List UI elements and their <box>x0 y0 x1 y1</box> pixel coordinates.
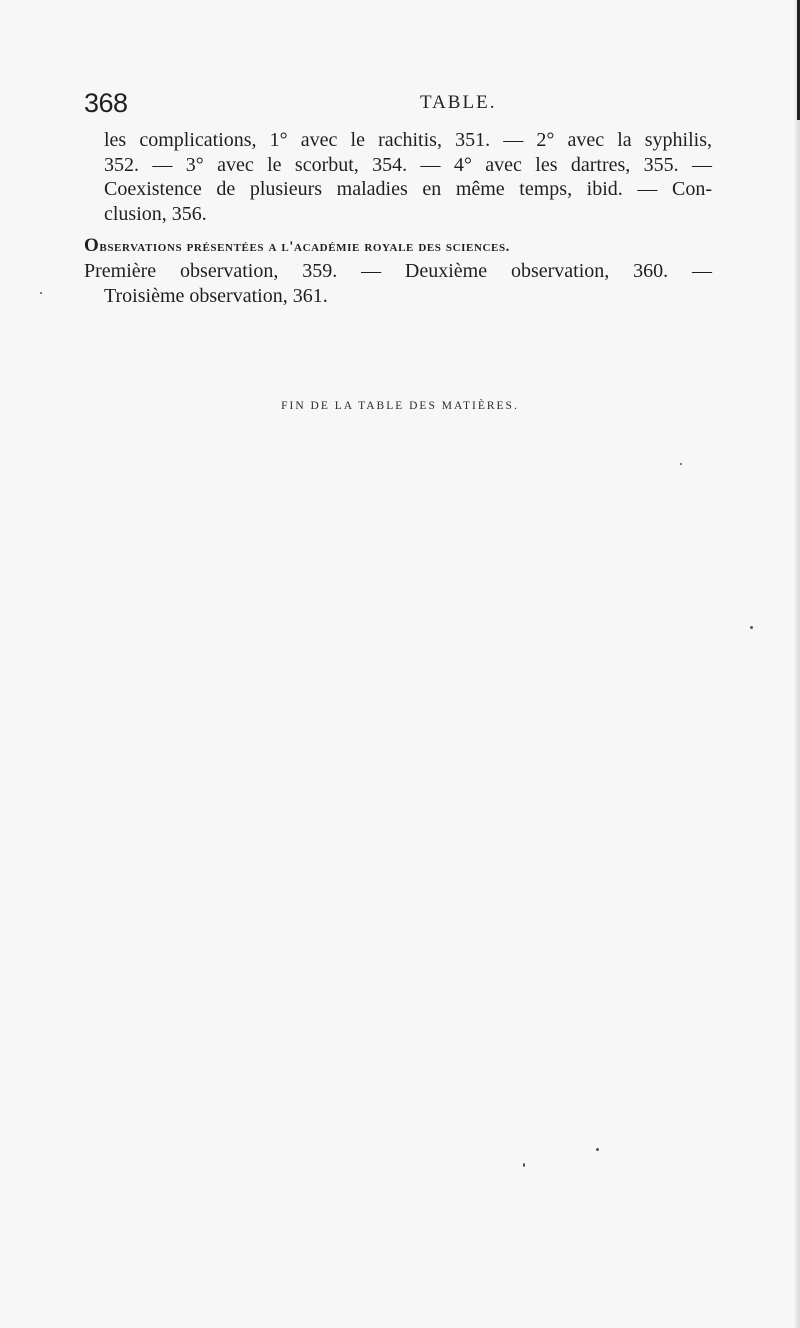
section-heading-text: bservations présentées a l'académie royale des sciences. <box>99 239 511 255</box>
text-line: 352. — 3° avec le scorbut, 354. — 4° avec les dartres, 355. — <box>104 153 712 176</box>
page-number: 368 <box>84 88 128 118</box>
section-heading <box>84 234 712 259</box>
text-line: Coexistence de plusieurs maladies en même temps, ibid. — Con- <box>104 178 712 200</box>
text-line: Première observation, 359. — Deuxième observation, 360. — <box>84 260 712 282</box>
table-of-contents-text <box>84 128 712 308</box>
paper-speck <box>750 626 753 629</box>
paper-speck <box>680 463 682 465</box>
text-line: clusion, 356. <box>104 202 207 225</box>
page-header <box>84 88 704 122</box>
paper-speck <box>596 1148 599 1151</box>
section-heading-initial: O <box>84 235 100 256</box>
paper-speck <box>40 292 42 294</box>
paper-speck <box>523 1163 525 1167</box>
text-line: les complications, 1° avec le rachitis, 351. — 2° avec la syphilis, <box>104 129 712 151</box>
end-of-table-note: FIN DE LA TABLE DES MATIÈRES. <box>281 400 519 412</box>
running-title: TABLE. <box>420 92 497 113</box>
text-line: Troisième observation, 361. <box>104 284 328 307</box>
page-edge <box>794 0 800 1328</box>
